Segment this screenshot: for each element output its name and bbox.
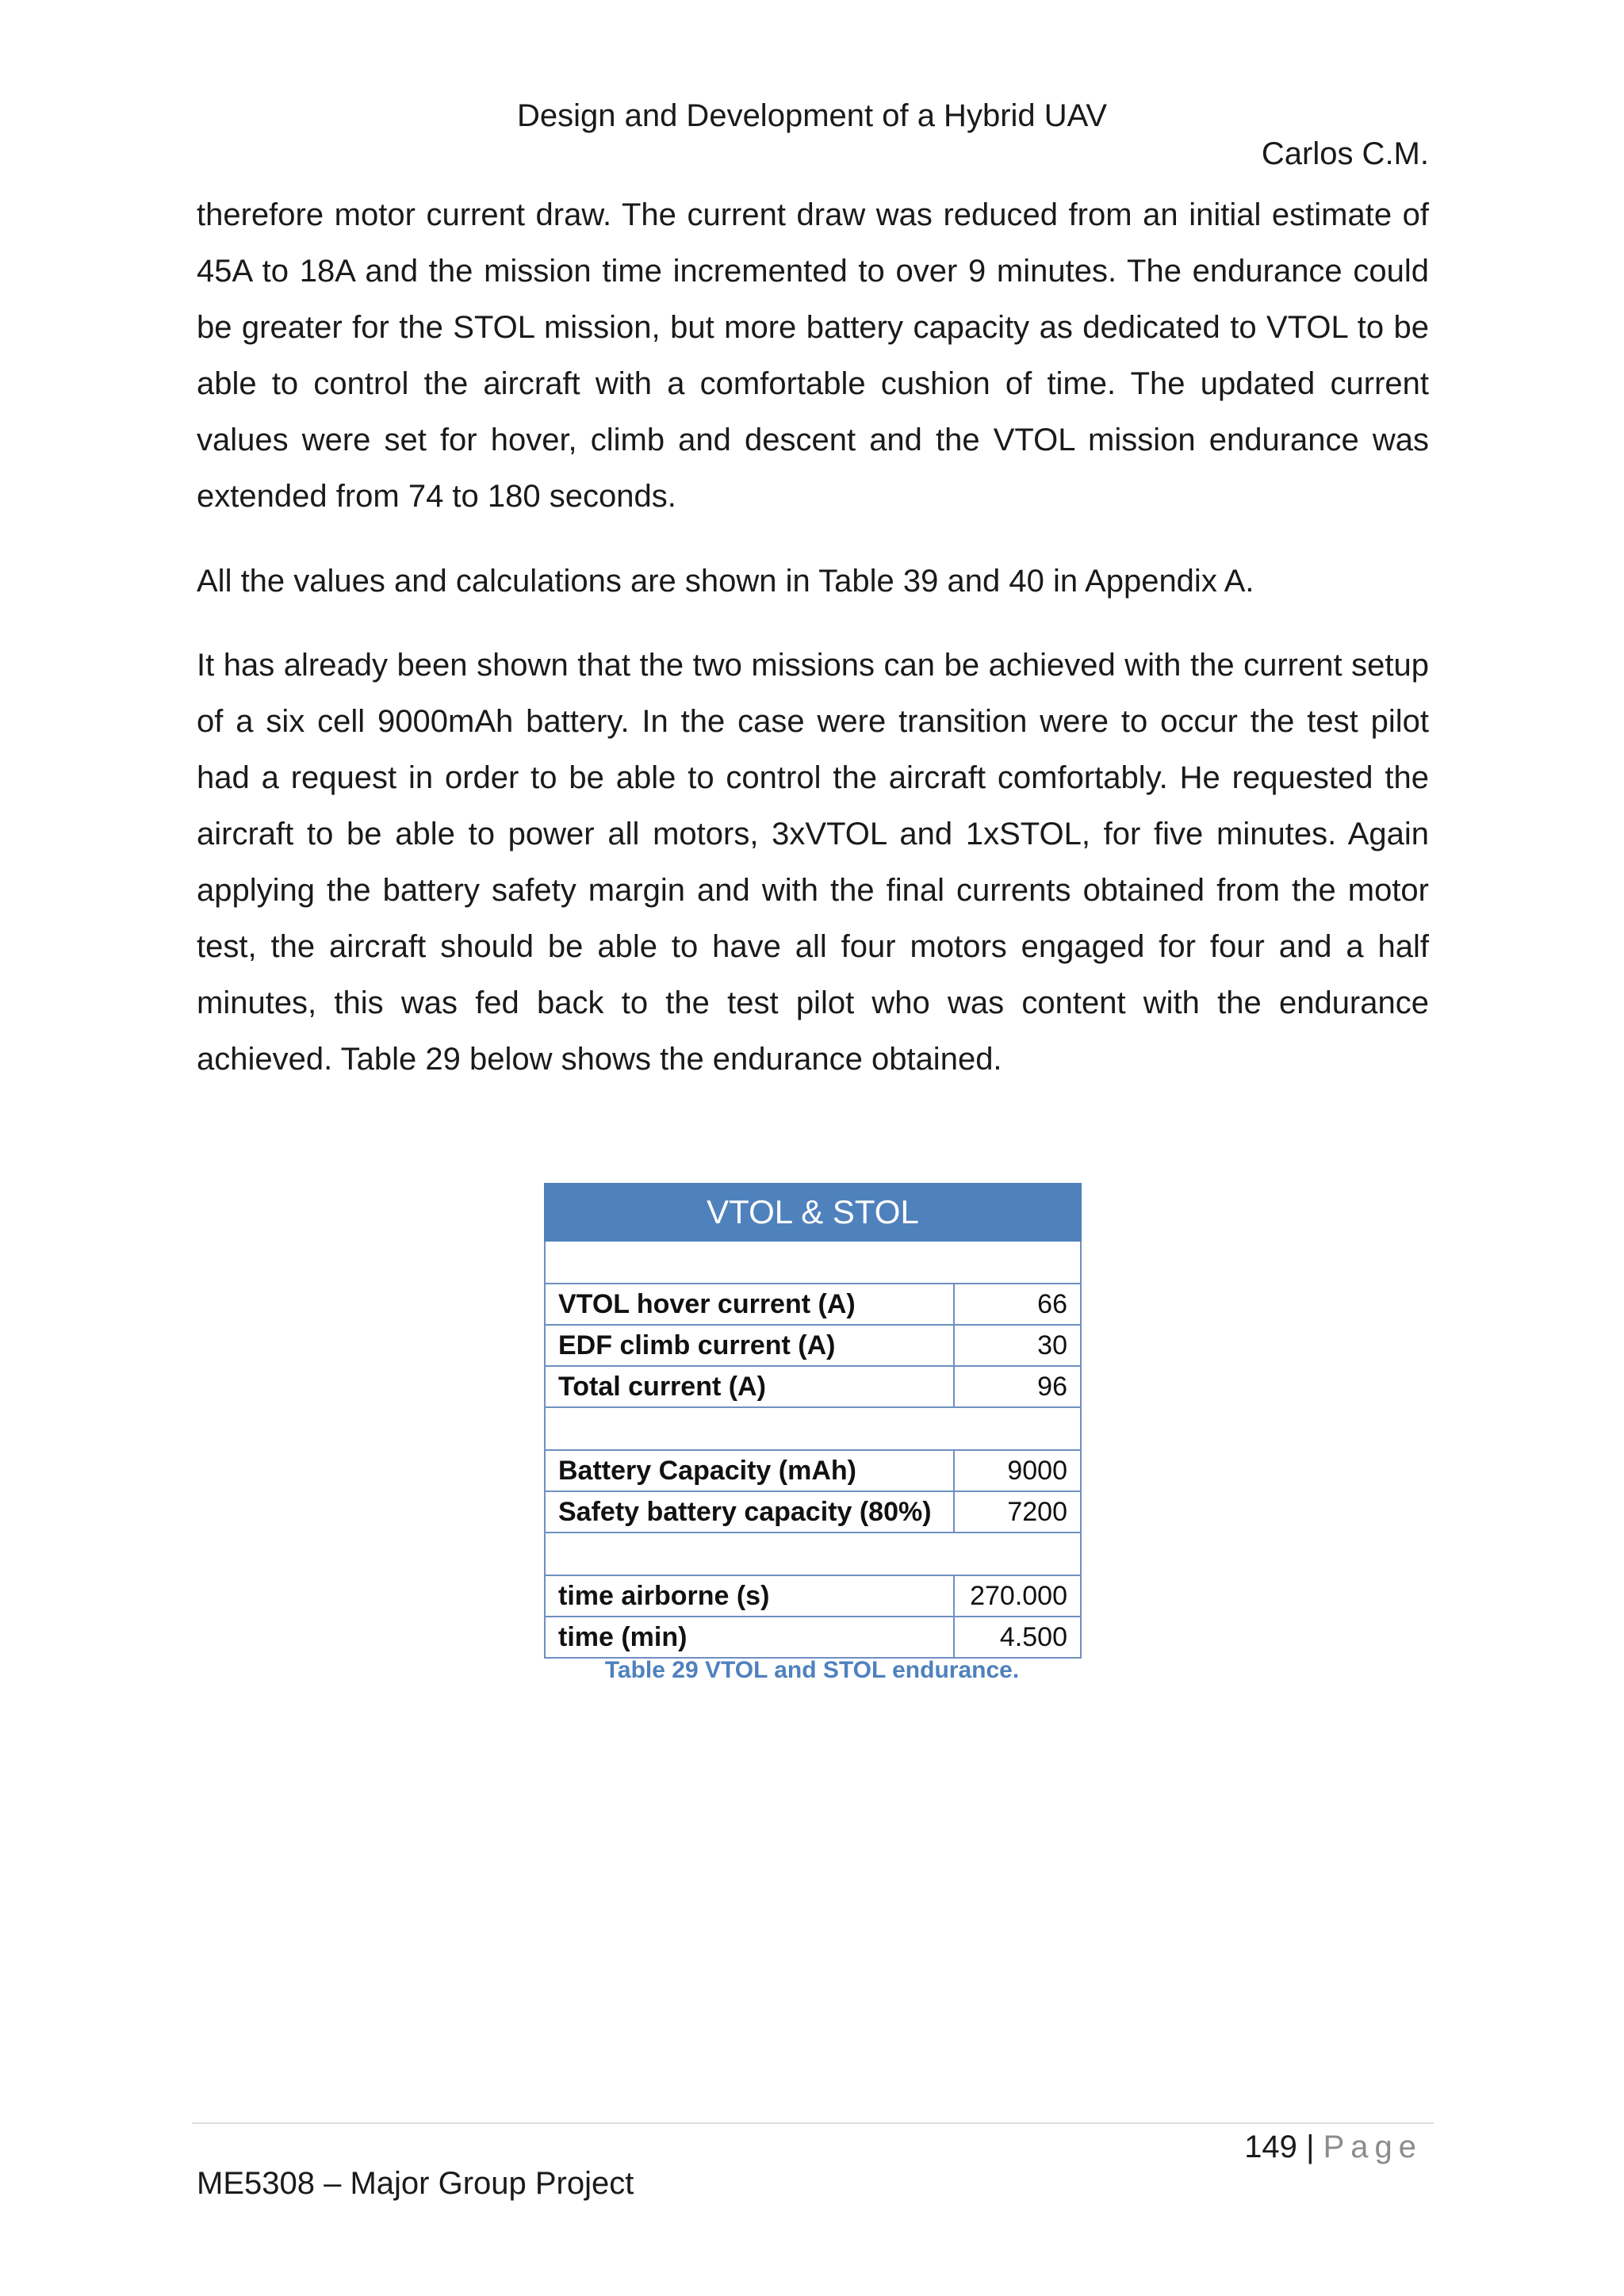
footer-divider	[192, 2122, 1434, 2124]
endurance-table-container	[544, 1183, 1082, 1659]
author-name: Carlos C.M.	[1261, 136, 1429, 171]
row-label: time (min)	[545, 1617, 954, 1658]
row-label: EDF climb current (A)	[545, 1325, 954, 1366]
row-label: Total current (A)	[545, 1366, 954, 1407]
row-value: 30	[954, 1325, 1081, 1366]
paragraph-3: It has already been shown that the two missions can be achieved with the current setup of a six cell 9000mAh battery. In the case were transition were to occur the test pilot had a request in order to be able to control the aircraft comfortably. He requested the aircraft to be able to power all motors, 3xVTOL and 1xSTOL, for five minutes. Again applying the battery safety margin and with the final currents obtained from the motor test, the aircraft should be able to have all four motors engaged for four and a half minutes, this was fed back to the test pilot who was content with the endurance achieved. Table 29 below shows the endurance obtained.	[197, 648, 1429, 1077]
row-value: 270.000	[954, 1575, 1081, 1617]
page-number-value: 149	[1244, 2130, 1297, 2164]
row-value: 7200	[954, 1491, 1081, 1533]
endurance-table	[544, 1183, 1082, 1659]
table-spacer-row	[545, 1407, 1081, 1450]
project-name: ME5308 – Major Group Project	[197, 2166, 634, 2201]
table-title: VTOL & STOL	[545, 1184, 1081, 1241]
page-word: Page	[1323, 2130, 1423, 2164]
row-label: VTOL hover current (A)	[545, 1284, 954, 1325]
row-label: Battery Capacity (mAh)	[545, 1450, 954, 1491]
table-row	[545, 1284, 1081, 1325]
table-row	[545, 1325, 1081, 1366]
document-title: Design and Development of a Hybrid UAV	[516, 98, 1108, 133]
table-row	[545, 1617, 1081, 1658]
row-label: Safety battery capacity (80%)	[545, 1491, 954, 1533]
table-spacer-row	[545, 1241, 1081, 1284]
table-row	[545, 1491, 1081, 1533]
table-row	[545, 1366, 1081, 1407]
page-number-separator: |	[1306, 2130, 1315, 2164]
paragraph-1: therefore motor current draw. The current draw was reduced from an initial estimate of 45A to 18A and the mission time incremented to over 9 minutes. The endurance could be greater for the STOL mission, but more battery capacity as dedicated to VTOL to be able to control the aircraft with a comfortable cushion of time. The updated current values were set for hover, climb and descent and the VTOL mission endurance was extended from 74 to 180 seconds.	[197, 197, 1429, 514]
row-label: time airborne (s)	[545, 1575, 954, 1617]
page-number	[1244, 2125, 1423, 2169]
table-spacer-row	[545, 1533, 1081, 1575]
row-value: 96	[954, 1366, 1081, 1407]
row-value: 4.500	[954, 1617, 1081, 1658]
paragraph-2: All the values and calculations are shown in Table 39 and 40 in Appendix A.	[197, 564, 1254, 599]
table-row	[545, 1575, 1081, 1617]
table-row	[545, 1450, 1081, 1491]
row-value: 66	[954, 1284, 1081, 1325]
row-value: 9000	[954, 1450, 1081, 1491]
table-caption: Table 29 VTOL and STOL endurance.	[604, 1657, 1020, 1683]
